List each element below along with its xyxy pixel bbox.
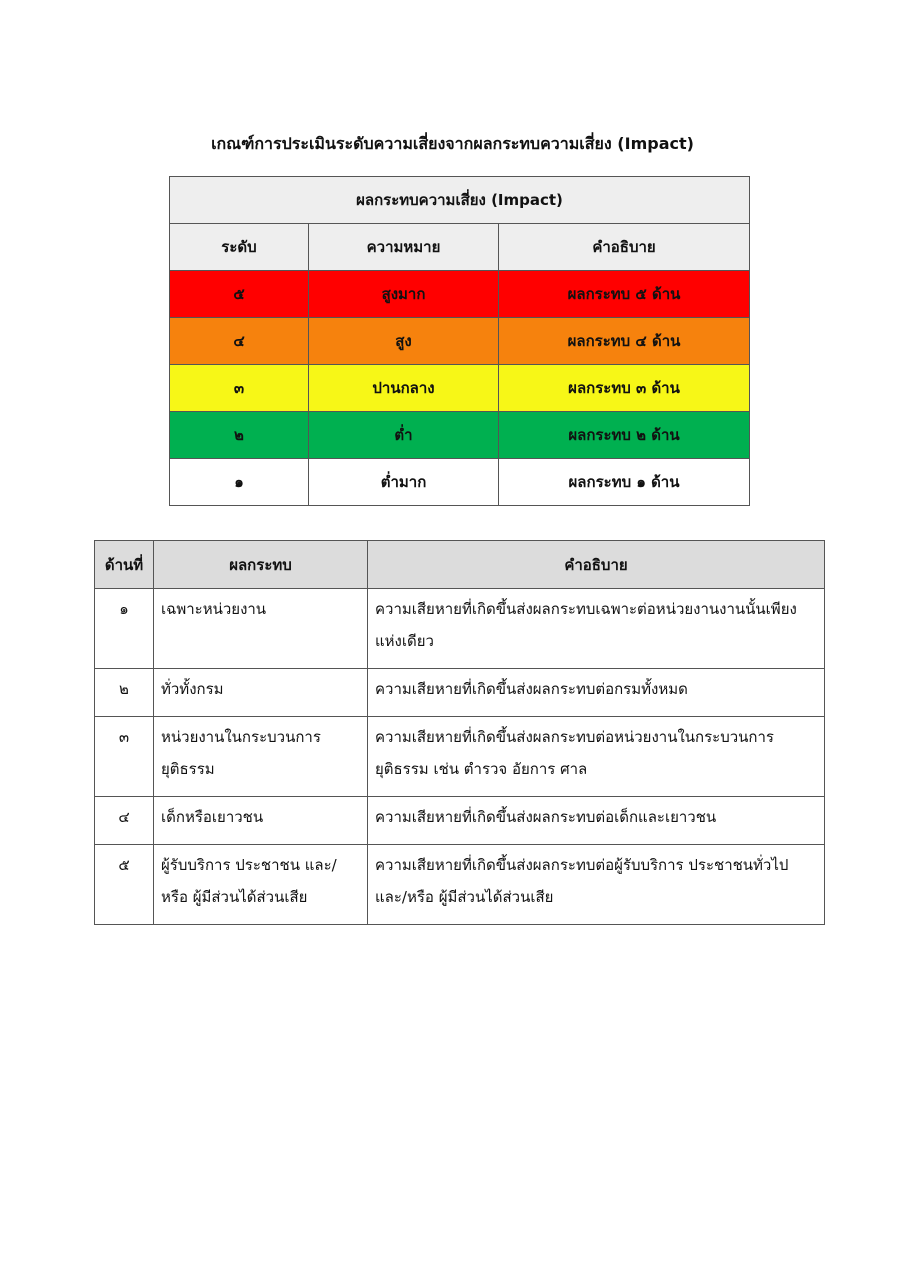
aspect-impact: เด็กหรือเยาวชน <box>154 797 368 845</box>
aspect-description: ความเสียหายที่เกิดขึ้นส่งผลกระทบต่อผู้รับบริการ ประชาชนทั่วไป และ/หรือ ผู้มีส่วนได้ส่วนเสีย <box>368 845 825 925</box>
description-cell: ผลกระทบ ๑ ด้าน <box>499 459 750 506</box>
impact-aspects-table <box>94 540 825 925</box>
level-cell: ๓ <box>170 365 309 412</box>
description-cell: ผลกระทบ ๔ ด้าน <box>499 318 750 365</box>
aspect-number: ๔ <box>95 797 154 845</box>
aspect-impact: หน่วยงานในกระบวนการยุติธรรม <box>154 717 368 797</box>
aspect-row <box>95 669 825 717</box>
aspect-row <box>95 717 825 797</box>
impact-criteria-table <box>169 176 750 506</box>
column-header-description: คำอธิบาย <box>499 224 750 271</box>
aspect-row <box>95 797 825 845</box>
aspect-number: ๑ <box>95 589 154 669</box>
meaning-cell: สูง <box>309 318 499 365</box>
aspect-description: ความเสียหายที่เกิดขึ้นส่งผลกระทบต่อกรมทั้งหมด <box>368 669 825 717</box>
column-header-description: คำอธิบาย <box>368 541 825 589</box>
column-header-impact: ผลกระทบ <box>154 541 368 589</box>
column-header-level: ระดับ <box>170 224 309 271</box>
impact-table-header: ผลกระทบความเสี่ยง (Impact) <box>170 177 750 224</box>
aspect-number: ๓ <box>95 717 154 797</box>
impact-level-row <box>170 318 750 365</box>
aspect-row <box>95 589 825 669</box>
impact-level-row <box>170 412 750 459</box>
impact-level-row <box>170 459 750 506</box>
aspect-description: ความเสียหายที่เกิดขึ้นส่งผลกระทบเฉพาะต่อหน่วยงานงานนั้นเพียงแห่งเดียว <box>368 589 825 669</box>
aspect-row <box>95 845 825 925</box>
level-cell: ๕ <box>170 271 309 318</box>
column-header-aspect-no: ด้านที่ <box>95 541 154 589</box>
aspect-description: ความเสียหายที่เกิดขึ้นส่งผลกระทบต่อเด็กและเยาวชน <box>368 797 825 845</box>
description-cell: ผลกระทบ ๓ ด้าน <box>499 365 750 412</box>
impact-level-row <box>170 365 750 412</box>
impact-level-row <box>170 271 750 318</box>
aspect-number: ๕ <box>95 845 154 925</box>
page-title: เกณฑ์การประเมินระดับความเสี่ยงจากผลกระทบความเสี่ยง (Impact) <box>211 134 694 153</box>
level-cell: ๒ <box>170 412 309 459</box>
aspect-impact: ผู้รับบริการ ประชาชน และ/หรือ ผู้มีส่วนได้ส่วนเสีย <box>154 845 368 925</box>
aspect-number: ๒ <box>95 669 154 717</box>
meaning-cell: สูงมาก <box>309 271 499 318</box>
level-cell: ๑ <box>170 459 309 506</box>
column-header-meaning: ความหมาย <box>309 224 499 271</box>
meaning-cell: ปานกลาง <box>309 365 499 412</box>
level-cell: ๔ <box>170 318 309 365</box>
meaning-cell: ต่ำมาก <box>309 459 499 506</box>
meaning-cell: ต่ำ <box>309 412 499 459</box>
description-cell: ผลกระทบ ๕ ด้าน <box>499 271 750 318</box>
aspect-impact: ทั่วทั้งกรม <box>154 669 368 717</box>
description-cell: ผลกระทบ ๒ ด้าน <box>499 412 750 459</box>
aspect-impact: เฉพาะหน่วยงาน <box>154 589 368 669</box>
aspect-description: ความเสียหายที่เกิดขึ้นส่งผลกระทบต่อหน่วยงานในกระบวนการยุติธรรม เช่น ตำรวจ อัยการ ศาล <box>368 717 825 797</box>
